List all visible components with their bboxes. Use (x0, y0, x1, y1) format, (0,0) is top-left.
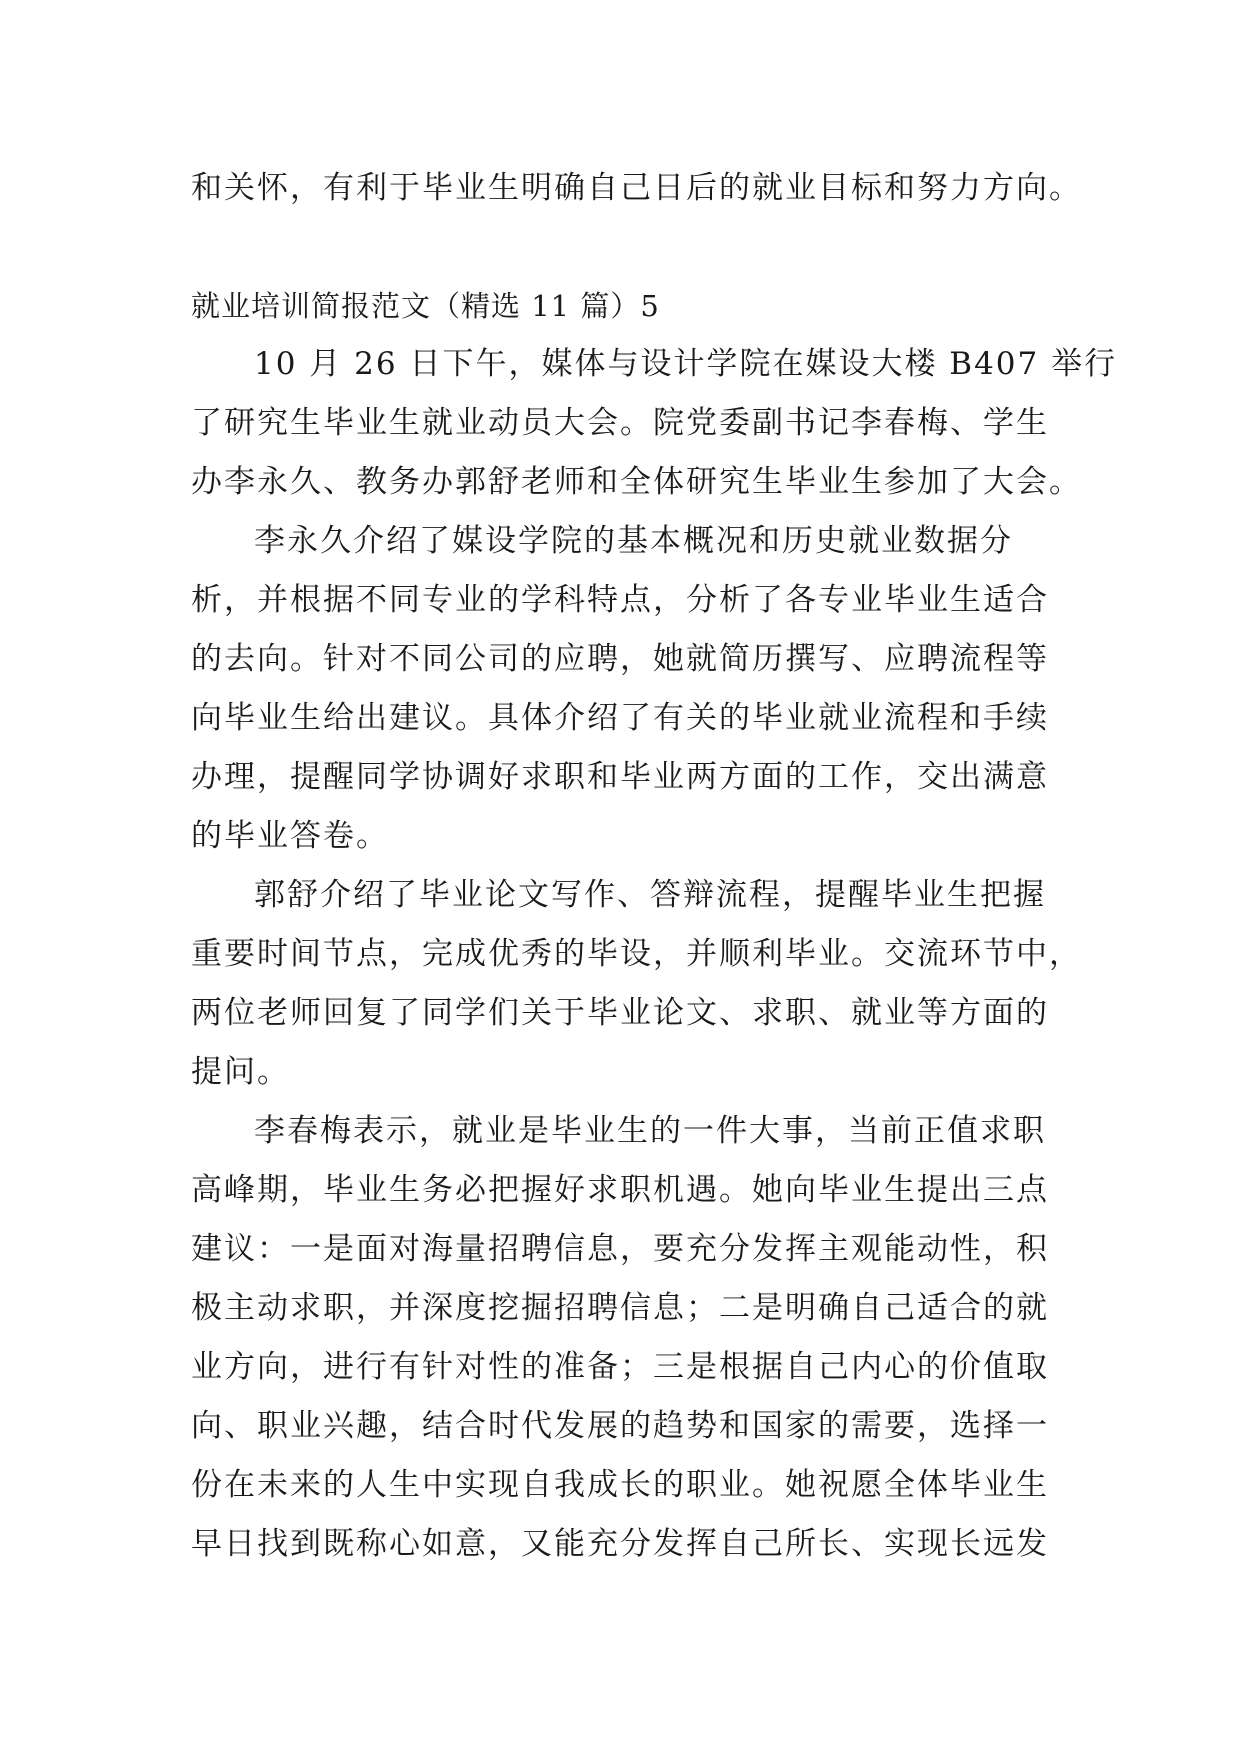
paragraph-line: 业方向，进行有针对性的准备；三是根据自己内心的价值取 (191, 1349, 1049, 1385)
paragraph-line: 高峰期，毕业生务必把握好求职机遇。她向毕业生提出三点 (191, 1172, 1049, 1208)
paragraph-line: 份在未来的人生中实现自我成长的职业。她祝愿全体毕业生 (191, 1467, 1049, 1503)
paragraph-line: 办理，提醒同学协调好求职和毕业两方面的工作，交出满意 (191, 759, 1049, 795)
paragraph-line: 李永久介绍了媒设学院的基本概况和历史就业数据分 (254, 523, 1013, 559)
paragraph-line: 提问。 (191, 1054, 290, 1090)
paragraph-line: 了研究生毕业生就业动员大会。院党委副书记李春梅、学生 (191, 405, 1049, 441)
paragraph-line: 极主动求职，并深度挖掘招聘信息；二是明确自己适合的就 (191, 1290, 1049, 1326)
paragraph-line: 10 月 26 日下午，媒体与设计学院在媒设大楼 B407 举行 (254, 346, 1118, 382)
paragraph-line: 的毕业答卷。 (191, 818, 389, 854)
paragraph-line: 的去向。针对不同公司的应聘，她就简历撰写、应聘流程等 (191, 641, 1049, 677)
paragraph-line: 重要时间节点，完成优秀的毕设，并顺利毕业。交流环节中， (191, 936, 1082, 972)
paragraph-line: 析，并根据不同专业的学科特点，分析了各专业毕业生适合 (191, 582, 1049, 618)
paragraph-line: 郭舒介绍了毕业论文写作、答辩流程，提醒毕业生把握 (254, 877, 1046, 913)
paragraph-line: 办李永久、教务办郭舒老师和全体研究生毕业生参加了大会。 (191, 464, 1082, 500)
paragraph-line: 李春梅表示，就业是毕业生的一件大事，当前正值求职 (254, 1113, 1046, 1149)
paragraph-line: 建议：一是面对海量招聘信息，要充分发挥主观能动性，积 (191, 1231, 1049, 1267)
carryover-line: 和关怀，有利于毕业生明确自己日后的就业目标和努力方向。 (191, 170, 1082, 206)
paragraph-line: 早日找到既称心如意，又能充分发挥自己所长、实现长远发 (191, 1526, 1049, 1562)
paragraph-line: 向毕业生给出建议。具体介绍了有关的毕业就业流程和手续 (191, 700, 1049, 736)
section-title: 就业培训简报范文（精选 11 篇）5 (191, 289, 660, 323)
paragraph-line: 向、职业兴趣，结合时代发展的趋势和国家的需要，选择一 (191, 1408, 1049, 1444)
paragraph-line: 两位老师回复了同学们关于毕业论文、求职、就业等方面的 (191, 995, 1049, 1031)
